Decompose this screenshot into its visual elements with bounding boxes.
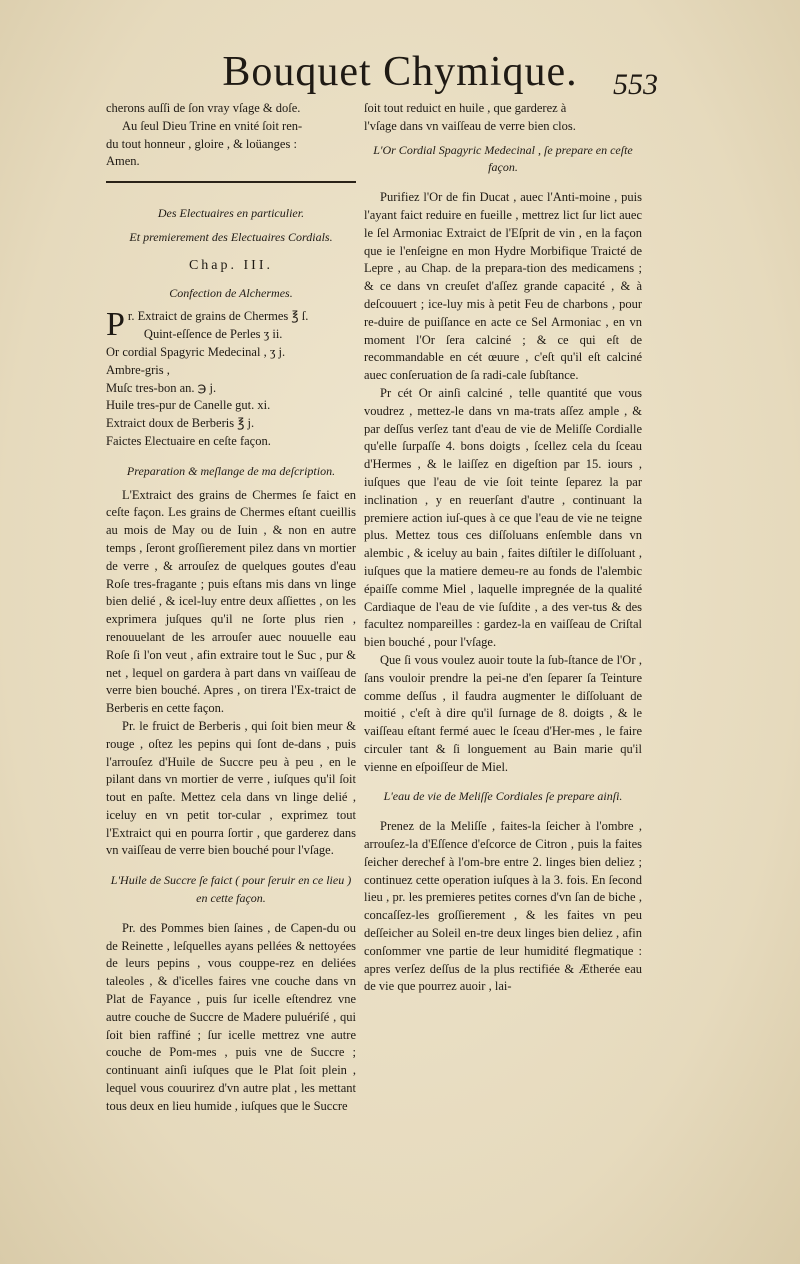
- section-heading: L'Or Cordial Spagyric Medecinal , ſe prepare en ceſte façon.: [373, 142, 633, 175]
- page-header: [0, 48, 800, 104]
- text-line: l'vſage dans vn vaiſſeau de verre bien clos.: [364, 118, 576, 133]
- text-line: cherons auſſi de ſon vray vſage & doſe.: [106, 101, 301, 115]
- page-number: 553: [613, 68, 658, 101]
- section-heading: Et premierement des Electuaires Cordials.: [129, 229, 333, 244]
- body-paragraph: Purifiez l'Or de fin Ducat , auec l'Anti-moine , puis l'ayant faict reduire en fueille , mettrez lict ſur lict auec le ſel Armoniac Extraict de l'Eſprit de vin , en la façon que ie l'enſeigne en mon Hydre Morbifique Traicté de Lepre , au Chap. de la prepara-tion des medicamens ; & ce dans vn creuſet d'aſſez grande capacité , & à deſcouuert ; ice-luy mis à petit Feu de charbons , pour re-duire de puiſſance en acte ce Sel Armoniac , en vn moment l'Or ſera calciné ; & ce qui eſt de recommandable en cét œuure , c'eſt qu'il eſt calciné auec conſeruation de ſa radi-cale ſubſtance.: [364, 190, 642, 383]
- section-heading: L'Huile de Succre ſe faict ( pour ſeruir en ce lieu ) en cette façon.: [110, 873, 352, 906]
- recipe-line: Extraict doux de Berberis ℥ j.: [106, 416, 255, 431]
- recipe-line-text: r. Extraict de grains de Chermes ℥ ſ.: [127, 309, 309, 324]
- section-divider: [106, 181, 356, 183]
- body-paragraph: Pr. des Pommes bien ſaines , de Capen-du ou de Reinette , leſquelles ayans pellées & nettoyées de leurs pepins , vous couppe-rez en deliées taleoles , & d'icelles faires vne couche dans vn Plat de Fayance , puis ſur icelle eſtendrez vne autre couche de Succre de Madere puluériſé , qui ſoit bien raffiné ; ſur icelle mettrez vne autre couche de Pom-mes , puis vne de Succre ; continuant ainſi iuſques que le Plat ſoit plein , lequel vous couurirez d'vn autre plat , les mettant tous deux en lieu humide , iuſques que le Succre: [106, 920, 356, 1113]
- recipe-line: Or cordial Spagyric Medecinal , ʒ j.: [106, 344, 286, 359]
- section-heading: L'eau de vie de Meliſſe Cordiales ſe prepare ainſi.: [383, 789, 623, 804]
- recipe-list: [106, 308, 356, 450]
- drop-cap: P: [106, 306, 125, 344]
- text-line: du tout honneur , gloire , & loüanges :: [106, 136, 297, 151]
- body-paragraph: Prenez de la Meliſſe , faites-la ſeicher à l'ombre , arrouſez-la d'Eſſence d'eſcorce de Citron , puis la faites ſeicher derechef à l'om-bre entre 2. linges bien deliez ; continuez cette operation iuſques à la 3. fois. En ſecond lieu , pr. les premieres petites cornes d'vn ſan de biche , concaſſez-les groſſierement , & les faites vn peu deſſeicher au Soleil en-tre deux linges bien deliez , afin conſommer vne partie de leur humidité flegmatique : apres verſez deſſus de la plus rectifiée & Ætherée eau de vie que pourrez auoir , lai-: [364, 819, 642, 994]
- body-paragraph: Pr. le fruict de Berberis , qui ſoit bien meur & rouge , oſtez les pepins qui ſont de-dans , puis l'arrouſez d'Huile de Succre peu à peu , en le pilant dans vn mortier de verre , iuſques qu'il ſoit tout en paſte. Mettez cela dans vn linge delié , iceluy en vn petit tor-cular , exprimez tout l'Extraict qui en pourra ſortir , que garderez dans vn vaiſſeau de verre bien bouché pour l'vſage.: [106, 718, 356, 858]
- body-paragraph: L'Extraict des grains de Chermes ſe faict en ceſte façon. Les grains de Chermes eſtant cueillis au mois de May ou de Iuin , & non en autre temps , ſeront groſſierement pilez dans vn mortier de verre , & arrouſez de quelques goutes d'eau Roſe tres-fragante ; puis eſtans mis dans vn linge bien delié , & icel-luy entre deux aſſiettes , on les exprimera juſques qu'il ne ſorte plus rien , renouuelant de les arrouſer auec nouuelle eau Roſe ſi l'on veut , afin extraire tout le Suc , pur & net , lequel on gardera à part dans vn vaiſſeau de verre bien bouché. Apres , on tirera l'Ex-traict de Berberis en cette façon.: [106, 487, 356, 716]
- recipe-title: Confection de Alchermes.: [169, 285, 293, 300]
- text-line: Au ſeul Dieu Trine en vnité ſoit ren-: [122, 118, 303, 133]
- text-line: Amen.: [106, 154, 140, 169]
- text-line: ſoit tout reduict en huile , que garderez à: [364, 101, 567, 115]
- recipe-line: Quint-eſſence de Perles ʒ ii.: [143, 327, 283, 342]
- body-paragraph: Que ſi vous voulez auoir toute la ſub-ſtance de l'Or , ſans vouloir prendre la pei-ne d'en ſeparer ſa Teinture comme deſſus , il faudra augmenter le diſſoluant de moitié , c'eſt à dire qu'il ſurnage de 8. doigts , & le vaiſſeau eſtant fermé auec le ſceau d'Her-mes , le faire circuler tant & ſi longuement au Bain marie qu'il vienne en eſpoiſſeur de Miel.: [364, 652, 642, 774]
- chapter-heading: Chap. III.: [188, 257, 274, 273]
- left-column: [106, 100, 356, 1116]
- recipe-line: Faictes Electuaire en ceſte façon.: [106, 433, 271, 448]
- recipe-line: Muſc tres-bon an. ℈ j.: [106, 380, 217, 395]
- section-heading: Des Electuaires en particulier.: [157, 206, 305, 221]
- body-paragraph: Pr cét Or ainſi calciné , telle quantité que vous voudrez , mettez-le dans vn ma-trats aſſez ample , & par deſſus verſez tant d'eau de vie de Meliſſe Cordialle qu'elle ſurpaſſe 4. bons doigts , ſcellez cela du ſceau d'Hermes , & le laiſſez en digeſtion par 15. iours , iuſques que l'eau de vie ſoit teinte ſeparez la par inclination , y en reuerſant d'autre , continuant la premiere action iuſ-ques à ce que l'eau de vie ne teigne plus. Mettez tous ces diſſoluans enſemble dans vn alembic , & iceluy au bain , faites diſtiler le diſſoluant , iuſques que la matiere demeu-re au fonds de l'alembic épaiſſe comme Miel , laquelle impregnée de la qualité Cardiaque de l'eau de vie ſuſdite , a des ver-tus & des facultez nompareilles : gardez-la en vaiſſeau de Criſtal bien bouché , pour l'vſage.: [364, 385, 642, 650]
- recipe-line: Ambre-gris ,: [106, 362, 170, 377]
- right-column: [364, 100, 642, 996]
- running-title: Bouquet Chymique.: [222, 49, 578, 95]
- section-heading: Preparation & meſlange de ma deſcription.: [126, 463, 336, 478]
- recipe-line: Huile tres-pur de Canelle gut. xi.: [106, 398, 271, 413]
